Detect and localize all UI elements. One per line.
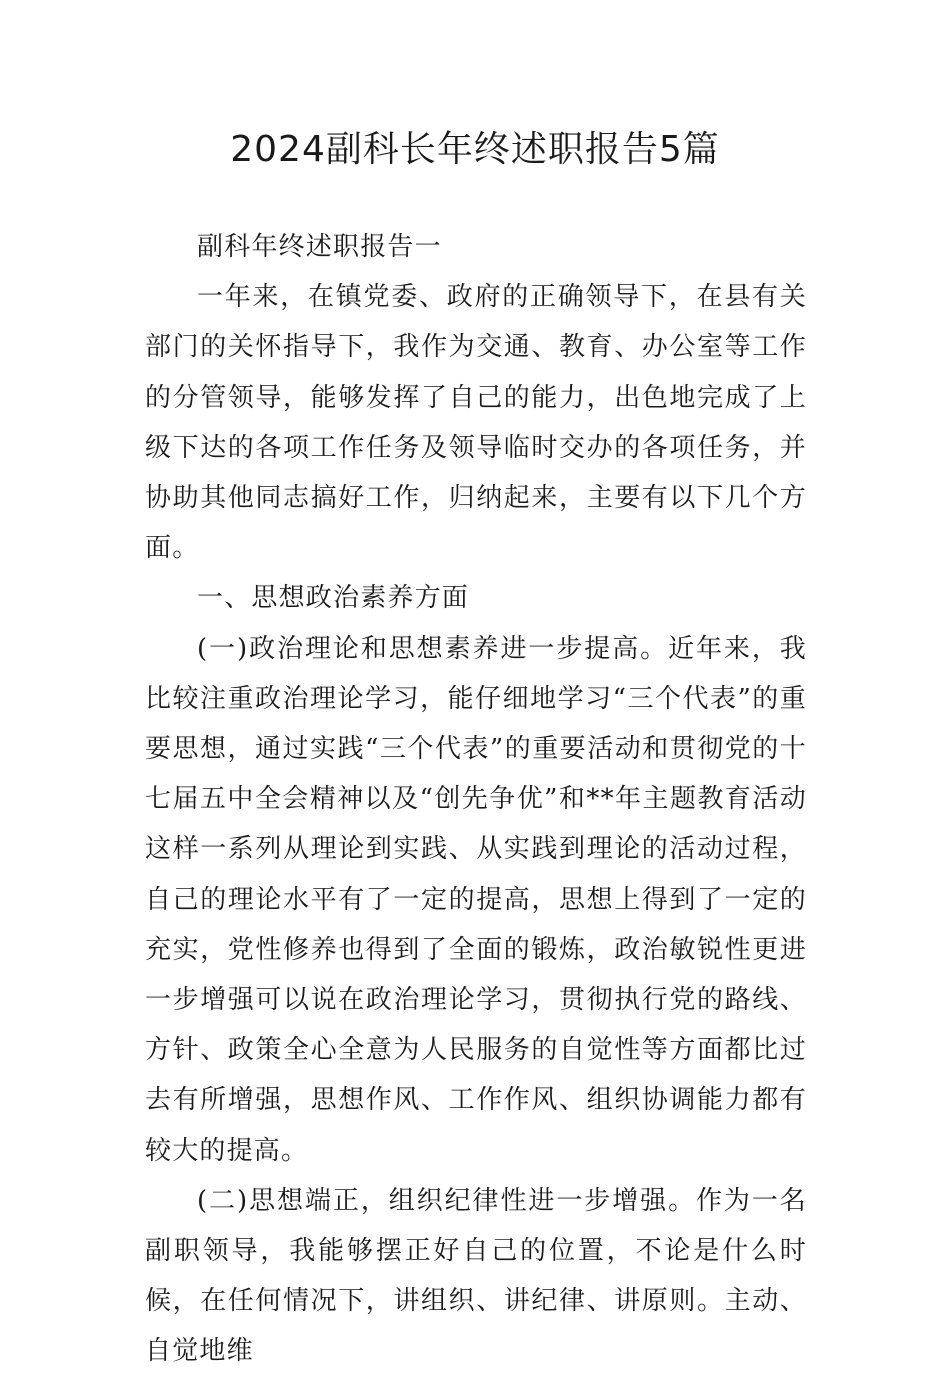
document-title: 2024副科长年终述职报告5篇 bbox=[230, 129, 720, 170]
document-body bbox=[145, 222, 807, 1377]
paragraph-intro: 一年来，在镇党委、政府的正确领导下，在县有关部门的关怀指导下，我作为交通、教育、办公室等工作的分管领导，能够发挥了自己的能力，出色地完成了上级下达的各项工作任务及领导临时交办的各项任务，并协助其他同志搞好工作，归纳起来，主要有以下几个方面。 bbox=[145, 282, 807, 564]
paragraph-heading-political: 一、思想政治素养方面 bbox=[197, 583, 470, 614]
paragraph-section-heading: 副科年终述职报告一 bbox=[197, 232, 442, 262]
paragraph-theory: (一)政治理论和思想素养进一步提高。近年来，我比较注重政治理论学习，能仔细地学习“三个代表”的重要思想，通过实践“三个代表”的重要活动和贯彻党的十七届五中全会精神以及“创先争优”和**年主题教育活动这样一系列从理论到实践、从实践到理论的活动过程，自己的理论水平有了一定的提高，思想上得到了一定的充实，党性修养也得到了全面的锻炼，政治敏锐性更进一步增强可以说在政治理论学习，贯彻执行党的路线、方针、政策全心全意为人民服务的自觉性等方面都比过去有所增强，思想作风、工作作风、组织协调能力都有较大的提高。 bbox=[145, 633, 807, 1166]
paragraph-discipline: (二)思想端正，组织纪律性进一步增强。作为一名副职领导，我能够摆正好自己的位置，不论是什么时候，在任何情况下，讲组织、讲纪律、讲原则。主动、自觉地维 bbox=[145, 1185, 807, 1367]
